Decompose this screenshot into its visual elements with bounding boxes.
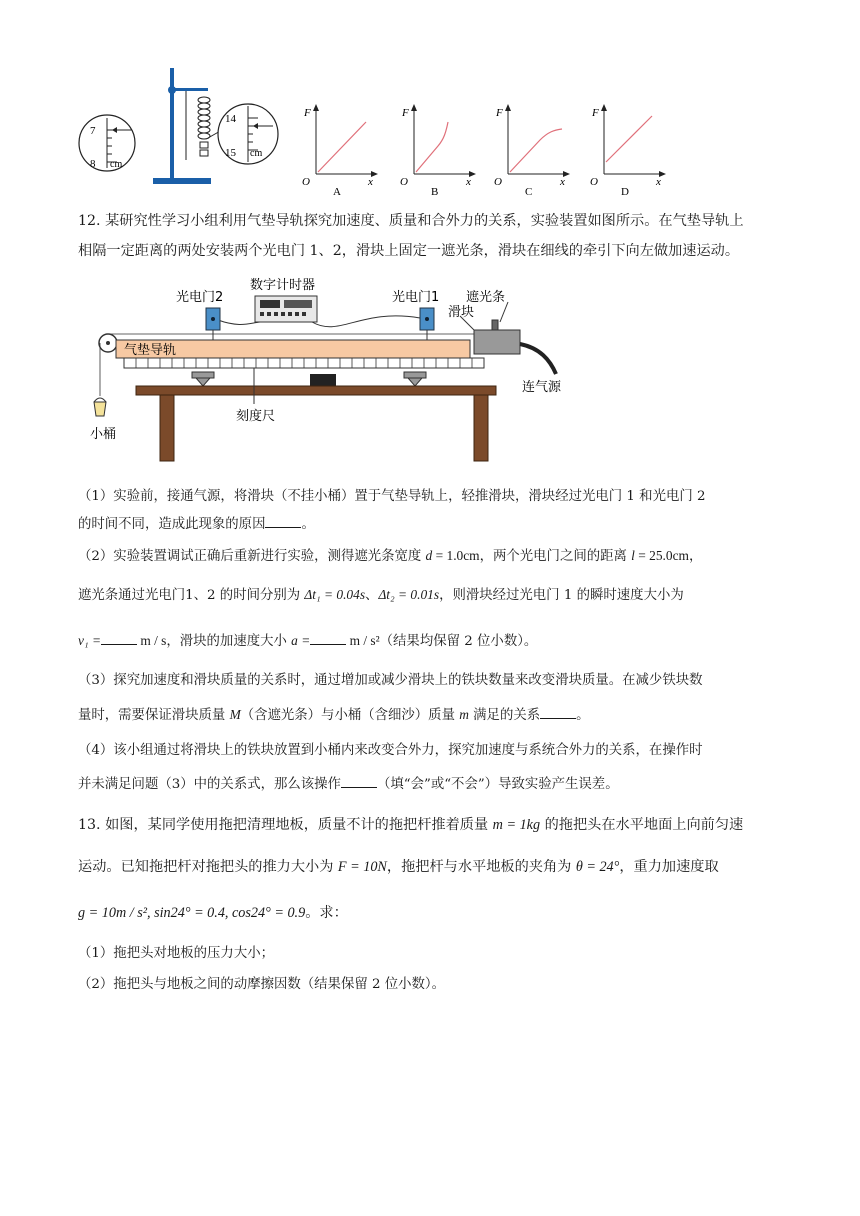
left-tick-bottom: 8 xyxy=(90,158,96,170)
q13-sub2: （2）拖把头与地板之间的动摩擦因数（结果保留 2 位小数）。 xyxy=(78,977,446,992)
graph-c-curve xyxy=(510,129,562,172)
graph-c-caption: C xyxy=(525,186,533,195)
graph-b xyxy=(400,104,476,195)
q12-part2-line3: v₁ = m / s，滑块的加速度大小 a = m / s²（结果均保留 2 位小数）。 xyxy=(78,630,784,652)
spring-stand xyxy=(153,68,222,184)
q12-part4-line1: （4）该小组通过将滑块上的铁块放置到小桶内来改变合外力，探究加速度与系统合外力的关系，在操作时 xyxy=(78,743,703,758)
graph-b-xlabel: x xyxy=(466,176,471,188)
graph-a-ylabel: F xyxy=(304,107,311,119)
q12-part2-line1: （2）实验装置调试正确后重新进行实验，测得遮光条宽度 d = 1.0cm，两个光电门之间的距离 l = 25.0cm， xyxy=(78,548,703,564)
graph-d-curve xyxy=(606,116,652,162)
air-track-figure xyxy=(90,268,590,464)
q13-sub1: （1）拖把头对地板的压力大小； xyxy=(78,946,274,961)
graph-b-ylabel: F xyxy=(402,107,409,119)
timer-label: 数字计时器 xyxy=(250,278,316,293)
q12-part3-line2: 量时，需要保证滑块质量 M（含遮光条）与小桶（含细沙）质量 m 满足的关系 。 xyxy=(78,704,784,726)
air-label: 连气源 xyxy=(522,380,562,395)
answer-blank-4[interactable] xyxy=(341,773,377,788)
right-tick-top: 14 xyxy=(225,113,236,125)
left-tick-top: 7 xyxy=(90,125,96,137)
graph-b-caption: B xyxy=(431,186,439,195)
graph-a-caption: A xyxy=(333,186,341,195)
q12-line1: 12. 某研究性学习小组利用气垫导轨探究加速度、质量和合外力的关系，实验装置如图所示。在气垫导轨上 xyxy=(78,213,744,229)
graph-d-xlabel: x xyxy=(656,176,661,188)
graph-c xyxy=(494,104,570,195)
scale-magnifier-left xyxy=(79,115,135,171)
q12-line2: 相隔一定距离的两处安装两个光电门 1、2，滑块上固定一遮光条，滑块在细线的牵引下向左做加速运动。 xyxy=(78,243,740,259)
right-unit: cm xyxy=(250,148,263,159)
q12-part2-line2: 遮光条通过光电门1、2 的时间分别为 Δt₁ = 0.04s、Δt₂ = 0.01s，则滑块经过光电门 1 的瞬时速度大小为 xyxy=(78,587,684,603)
graph-c-xlabel: x xyxy=(560,176,565,188)
graph-a xyxy=(302,104,378,195)
bucket-label: 小桶 xyxy=(90,427,117,442)
graph-d-origin: O xyxy=(590,176,598,188)
q13-line1: 13. 如图，某同学使用拖把清理地板，质量不计的拖把杆推着质量 m = 1kg 的拖把头在水平地面上向前匀速 xyxy=(78,817,744,833)
graph-a-origin: O xyxy=(302,176,310,188)
gate2-label: 光电门2 xyxy=(176,290,224,305)
center-block xyxy=(310,374,336,386)
track-label: 气垫导轨 xyxy=(124,343,177,358)
q12-part1-line1: （1）实验前，接通气源，将滑块（不挂小桶）置于气垫导轨上，轻推滑块，滑块经过光电门 1 和光电门 2 xyxy=(78,489,706,504)
graph-a-curve xyxy=(318,122,366,172)
answer-blank-v1[interactable] xyxy=(101,630,137,645)
q12-part4-line2: 并未满足问题（3）中的关系式，那么该操作 （填“会”或“不会”）导致实验产生误差。 xyxy=(78,773,784,795)
graph-d xyxy=(590,104,666,195)
answer-blank-3[interactable] xyxy=(540,704,576,719)
right-tick-bottom: 15 xyxy=(225,147,236,159)
graph-a-xlabel: x xyxy=(368,176,373,188)
answer-blank-a[interactable] xyxy=(310,630,346,645)
digital-timer xyxy=(250,277,317,322)
graph-d-caption: D xyxy=(621,186,629,195)
photogate-1 xyxy=(392,289,439,340)
q12-part3-line1: （3）探究加速度和滑块质量的关系时，通过增加或减少滑块上的铁块数量来改变滑块质量。在减少铁块数 xyxy=(78,673,703,688)
q12-part1-line2: 的时间不同，造成此现象的原因 。 xyxy=(78,513,784,535)
left-unit: cm xyxy=(110,159,123,170)
bucket xyxy=(94,402,106,416)
top-figures xyxy=(70,60,710,195)
table-top xyxy=(136,386,496,395)
q13-line2: 运动。已知拖把杆对拖把头的推力大小为 F = 10N，拖把杆与水平地板的夹角为 θ = 24°，重力加速度取 xyxy=(78,859,719,875)
graph-b-origin: O xyxy=(400,176,408,188)
answer-blank-1[interactable] xyxy=(265,513,301,528)
graph-d-ylabel: F xyxy=(592,107,599,119)
q13-line3: g = 10m / s², sin24° = 0.4, cos24° = 0.9。求： xyxy=(78,905,348,921)
ruler-label: 刻度尺 xyxy=(236,409,276,424)
graph-b-curve xyxy=(416,122,448,172)
slider-label: 滑块 xyxy=(448,305,475,320)
graph-c-origin: O xyxy=(494,176,502,188)
graph-c-ylabel: F xyxy=(496,107,503,119)
air-hose xyxy=(520,344,556,374)
scale-magnifier-right xyxy=(218,104,278,164)
shade-label: 遮光条 xyxy=(466,290,506,305)
gate1-label: 光电门1 xyxy=(392,290,440,305)
photogate-2 xyxy=(176,289,223,340)
